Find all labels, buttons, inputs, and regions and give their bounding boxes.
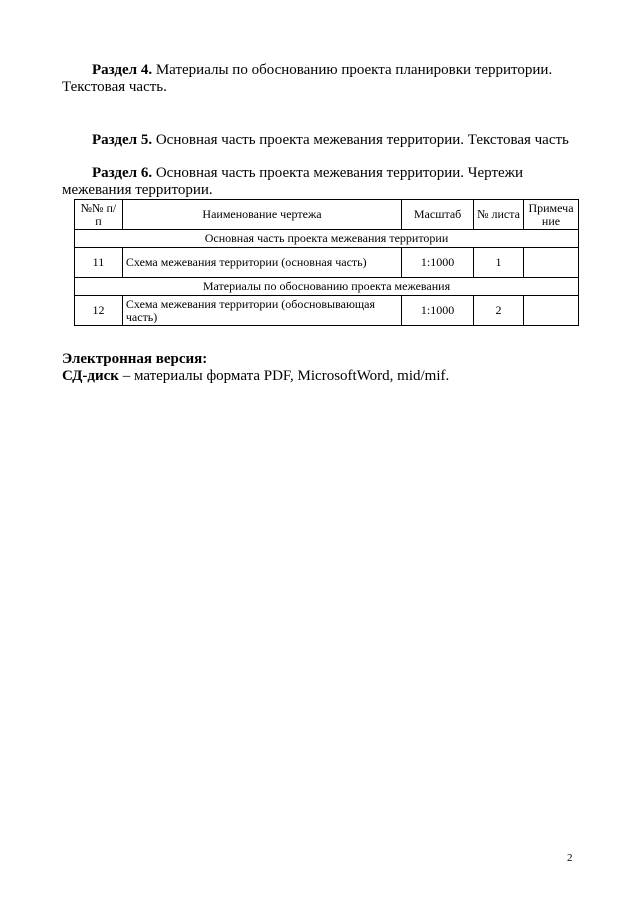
electronic-heading-text: Электронная версия: [62,351,208,367]
drawings-table [74,199,579,326]
header-num: №№ п/п [75,200,123,230]
header-note: Примеча ние [523,200,578,230]
header-name: Наименование чертежа [122,200,401,230]
cd-text: – материалы формата PDF, MicrosoftWord, mid/mif. [118,368,450,384]
electronic-heading [62,351,582,368]
row-num: 11 [75,248,123,278]
row-scale: 1:1000 [402,248,474,278]
header-sheet: № листа [474,200,524,230]
table-header-row [75,200,579,230]
group-row [75,230,579,248]
table-row [75,296,579,326]
row-name: Схема межевания территории (основная часть) [122,248,401,278]
row-note [523,248,578,278]
group-title: Основная часть проекта межевания территории [75,230,579,248]
electronic-paragraph [62,368,582,385]
section-6-label: Раздел 6. [92,165,153,181]
cd-label: СД-диск [62,368,119,384]
section-6-paragraph [62,165,582,199]
row-sheet: 2 [474,296,524,326]
group-title: Материалы по обоснованию проекта межевания [75,278,579,296]
section-4-text: Материалы по обоснованию проекта планировки территории. Текстовая часть. [62,62,553,95]
row-name: Схема межевания территории (обосновывающая часть) [122,296,401,326]
group-row [75,278,579,296]
section-6-text: Основная часть проекта межевания территории. Чертежи межевания территории. [62,165,524,198]
section-4-paragraph [62,62,582,96]
row-sheet: 1 [474,248,524,278]
row-note [523,296,578,326]
section-5-paragraph [62,132,582,149]
section-5-text: Основная часть проекта межевания территории. Текстовая часть [152,132,569,148]
row-scale: 1:1000 [402,296,474,326]
section-4-label: Раздел 4. [92,62,153,78]
section-5-label: Раздел 5. [92,132,153,148]
header-scale: Масштаб [402,200,474,230]
table-row [75,248,579,278]
page-number: 2 [567,852,573,864]
row-num: 12 [75,296,123,326]
